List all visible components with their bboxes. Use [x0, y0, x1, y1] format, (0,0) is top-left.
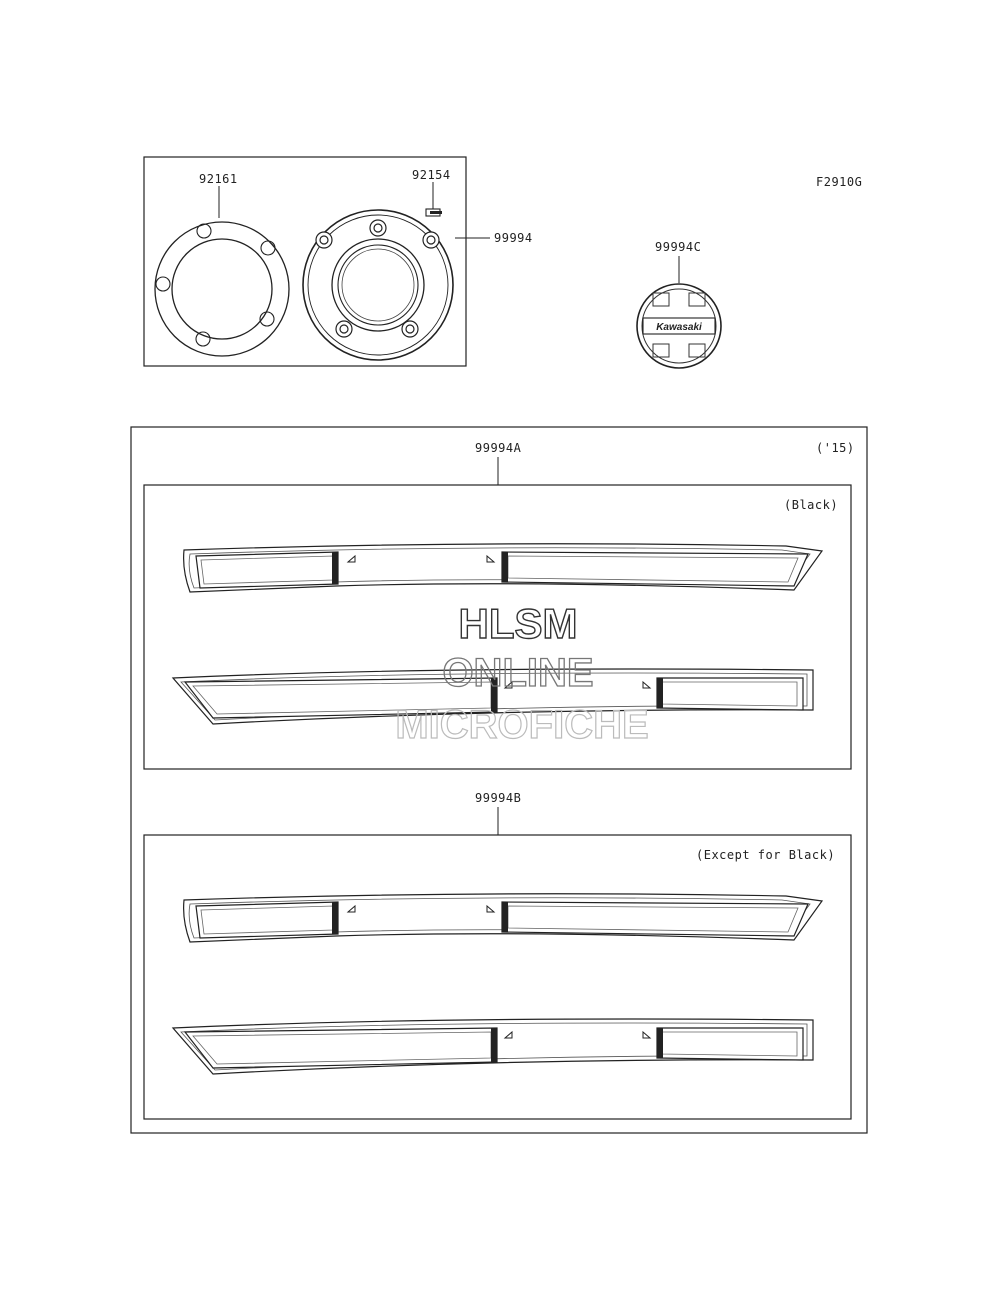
part-label-99994b: 99994B	[475, 791, 522, 805]
watermark-line-1: HLSM	[458, 600, 578, 647]
part-label-99994c: 99994C	[655, 240, 702, 254]
emblem-logo-text: Kawasaki	[656, 322, 702, 333]
watermark-line-3: MICROFICHE	[395, 703, 649, 747]
year-note: ('15)	[816, 441, 855, 455]
part-label-99994a: 99994A	[475, 441, 522, 455]
set-b-variant: (Except for Black)	[696, 848, 836, 862]
part-label-92161: 92161	[199, 172, 238, 186]
cover-99994	[303, 210, 453, 360]
bolt-92154	[426, 209, 442, 216]
set-a-variant: (Black)	[784, 498, 839, 512]
figure-code: F2910G	[816, 175, 863, 189]
set-a-upper-trim	[184, 544, 822, 592]
set-b-lower-trim	[173, 1019, 813, 1074]
set-b-upper-trim	[184, 894, 822, 942]
part-label-99994: 99994	[494, 231, 533, 245]
gasket-92161	[155, 222, 289, 356]
set-b-frame	[144, 835, 851, 1119]
watermark-line-2: ONLINE	[442, 651, 594, 695]
part-label-92154: 92154	[412, 168, 451, 182]
